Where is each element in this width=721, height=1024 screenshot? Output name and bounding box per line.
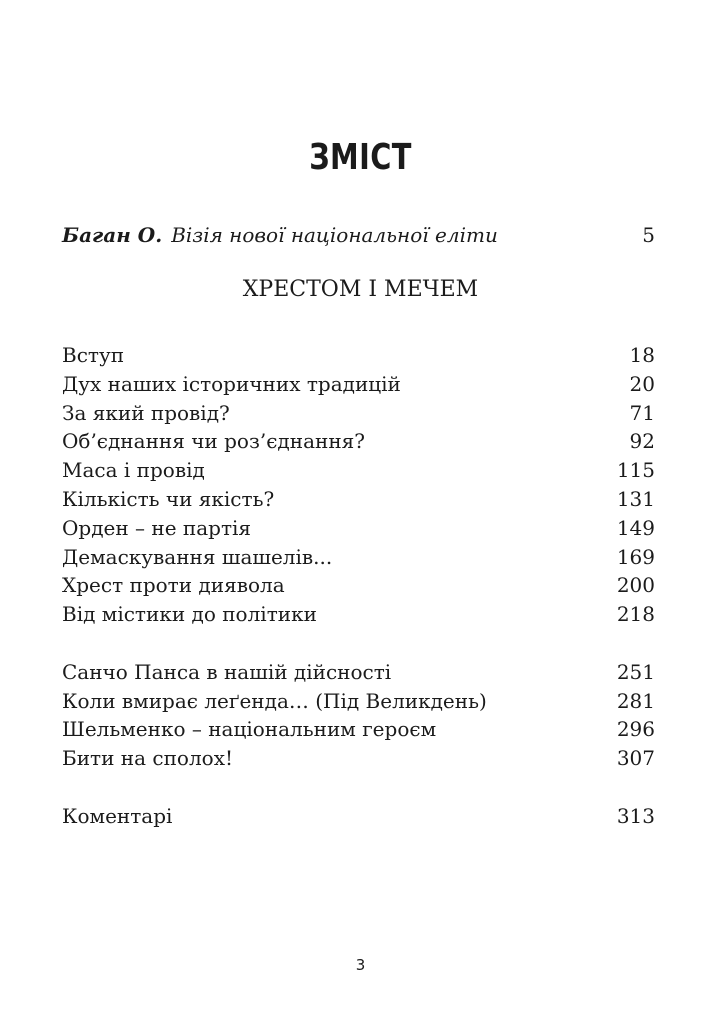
folio-page-number: 3 bbox=[355, 956, 366, 974]
toc-group-2 bbox=[62, 658, 655, 773]
page-title: ЗМІСТ bbox=[309, 137, 412, 178]
toc-entry-page-number: 218 bbox=[616, 602, 655, 627]
toc-entry-title: Шельменко – національним героєм bbox=[62, 717, 437, 742]
toc-entry-page-number: 313 bbox=[616, 803, 655, 828]
toc-entry-page-number: 169 bbox=[616, 544, 655, 569]
toc-entry-title: Від містики до політики bbox=[62, 602, 317, 627]
toc-entry bbox=[62, 744, 655, 773]
toc-entry-title: Кількість чи якість? bbox=[62, 486, 275, 511]
front-entry-text bbox=[62, 222, 498, 248]
toc-entry bbox=[62, 715, 655, 744]
toc-entry-title: Дух наших історичних традицій bbox=[62, 371, 401, 396]
toc-entry-title: Санчо Панса в нашій дійсності bbox=[62, 659, 392, 684]
front-entry-page-number: 5 bbox=[642, 223, 655, 247]
toc-entry-page-number: 20 bbox=[629, 371, 655, 396]
toc-front-entry bbox=[62, 222, 655, 248]
toc-entry bbox=[62, 543, 655, 572]
toc-entry bbox=[62, 341, 655, 370]
toc-entry bbox=[62, 399, 655, 428]
toc-entry-title: Вступ bbox=[62, 343, 125, 367]
toc-entry-page-number: 149 bbox=[616, 515, 655, 540]
toc-entry-title: Демаскування шашелів... bbox=[62, 544, 333, 569]
toc-entry-page-number: 115 bbox=[616, 458, 655, 483]
toc-entry-page-number: 281 bbox=[616, 688, 655, 713]
toc-entry-title: Коли вмирає леґенда… (Під Великдень) bbox=[62, 688, 487, 713]
toc-entry bbox=[62, 600, 655, 629]
toc-entry-page-number: 131 bbox=[616, 486, 655, 511]
toc-entry-page-number: 71 bbox=[629, 400, 655, 425]
toc-group-1 bbox=[62, 341, 655, 629]
toc-entry-title: За який провід? bbox=[62, 400, 230, 425]
toc-entry-title: Коментарі bbox=[62, 803, 173, 828]
toc-entry bbox=[62, 514, 655, 543]
toc-entry bbox=[62, 485, 655, 514]
toc-entry bbox=[62, 658, 655, 687]
toc-entry-title: Орден – не партія bbox=[62, 515, 252, 540]
toc-entry bbox=[62, 427, 655, 456]
toc-entry bbox=[62, 456, 655, 485]
toc-entry-page-number: 200 bbox=[616, 573, 655, 598]
section-heading: ХРЕСТОМ І МЕЧЕМ bbox=[242, 277, 479, 302]
toc-entry-title: Хрест проти диявола bbox=[62, 573, 285, 598]
front-entry-author: Баган О. bbox=[62, 223, 163, 247]
toc-entry-page-number: 92 bbox=[629, 429, 655, 454]
front-entry-title: Візія нової національної еліти bbox=[171, 223, 498, 247]
toc-entry-page-number: 251 bbox=[616, 659, 655, 684]
toc-entry bbox=[62, 802, 655, 831]
toc-entry-page-number: 296 bbox=[616, 717, 655, 742]
toc-entry bbox=[62, 687, 655, 716]
toc-entry-page-number: 18 bbox=[629, 343, 655, 367]
toc-entry-page-number: 307 bbox=[616, 746, 655, 771]
toc-entry bbox=[62, 370, 655, 399]
toc-group-3 bbox=[62, 802, 655, 831]
toc-entry-title: Маса і провід bbox=[62, 458, 205, 483]
toc-entry-title: Бити на сполох! bbox=[62, 746, 234, 771]
toc-list bbox=[62, 341, 655, 831]
toc-entry bbox=[62, 571, 655, 600]
toc-entry-title: Об’єднання чи роз’єднання? bbox=[62, 429, 365, 454]
